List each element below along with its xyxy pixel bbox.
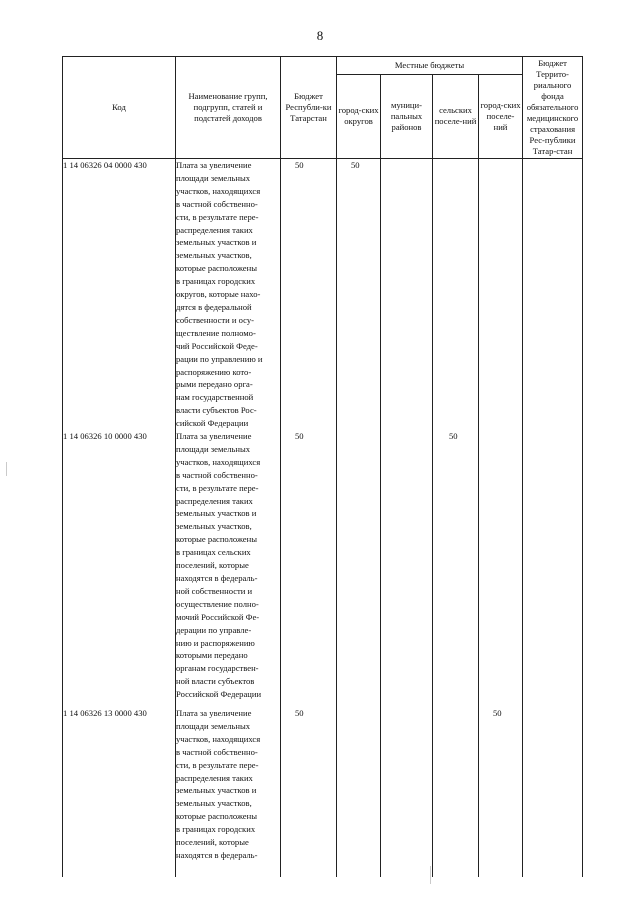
name-line: в границах городских: [176, 824, 256, 835]
name-line: нию и распоряжению: [176, 637, 255, 648]
row-health-fund: [523, 159, 583, 431]
name-line: сти, в результате пере-: [176, 211, 259, 222]
table-row: [63, 707, 583, 877]
name-line: осуществление полно-: [176, 598, 259, 609]
row-municipal-districts: [381, 707, 433, 877]
row-name: [176, 159, 281, 431]
name-line: которые расположены: [176, 811, 257, 822]
name-line: Плата за увеличение: [176, 431, 252, 442]
name-line: собственности и осу-: [176, 314, 255, 325]
row-name: [176, 707, 281, 877]
header-urban-settlements: город-ских поселе-ний: [479, 74, 523, 158]
row-budget-rt: [281, 159, 337, 431]
name-line: в частной собственно-: [176, 469, 258, 480]
row-code: 1 14 06326 04 0000 430: [63, 159, 176, 431]
page-number: 8: [316, 28, 324, 43]
name-line: которые расположены: [176, 534, 257, 545]
row-urban-settlements: [479, 430, 523, 707]
name-line: распоряжению кото-: [176, 366, 252, 377]
name-line: сийской Федерации: [176, 418, 249, 429]
value-budget-rt: 50: [295, 160, 304, 170]
name-line: рации по управлению и: [176, 353, 263, 364]
header-rural-settlements: сельских поселе-ний: [433, 74, 479, 158]
row-municipal-districts: [381, 430, 433, 707]
scan-mark: [430, 866, 431, 884]
name-line: находятся в федераль-: [176, 850, 258, 860]
name-line: распределения таких: [176, 224, 253, 235]
value-city-districts: 50: [351, 160, 360, 170]
name-line: мочий Российской Фе-: [176, 611, 260, 622]
name-line: площади земельных: [176, 172, 251, 183]
name-line: участков, находящихся: [176, 185, 261, 196]
revenue-table: [62, 56, 583, 877]
name-line: земельных участков,: [176, 521, 252, 532]
name-line: поселений, которые: [176, 837, 249, 848]
name-line: участков, находящихся: [176, 456, 261, 467]
header-budget-rt: Бюджет Республи-ки Татарстан: [281, 57, 337, 159]
name-line: площади земельных: [176, 720, 251, 731]
name-line: рыми передано орга-: [176, 379, 253, 390]
name-line: распределения таких: [176, 495, 253, 506]
row-name: [176, 430, 281, 707]
name-line: в границах городских: [176, 276, 256, 287]
row-urban-settlements: [479, 159, 523, 431]
name-line: земельных участков и: [176, 508, 257, 519]
name-line: земельных участков,: [176, 798, 252, 809]
row-city-districts: [337, 430, 381, 707]
header-municipal-districts: муници-пальных районов: [381, 74, 433, 158]
name-line: власти субъектов Рос-: [176, 405, 257, 416]
row-rural-settlements: [433, 430, 479, 707]
name-line: площади земельных: [176, 443, 251, 454]
table-row: [63, 159, 583, 431]
row-city-districts: [337, 707, 381, 877]
name-line: ществление полномо-: [176, 327, 256, 338]
row-rural-settlements: [433, 707, 479, 877]
name-line: которые расположены: [176, 263, 257, 274]
name-line: в частной собственно-: [176, 198, 258, 209]
header-local-budgets: Местные бюджеты: [337, 57, 523, 75]
row-code: 1 14 06326 13 0000 430: [63, 707, 176, 877]
name-line: сти, в результате пере-: [176, 759, 259, 770]
name-line: ной собственности и: [176, 585, 253, 596]
row-municipal-districts: [381, 159, 433, 431]
name-line: поселений, которые: [176, 560, 249, 571]
header-health-fund: Бюджет Террито-риального фонда обязательного медицинского страхования Рес-публики Татар-стан: [523, 57, 583, 159]
header-name: Наименование групп, подгрупп, статей и подстатей доходов: [176, 57, 281, 159]
name-line: которыми передано: [176, 650, 248, 661]
name-line: сти, в результате пере-: [176, 482, 259, 493]
name-line: ной власти субъектов: [176, 676, 255, 687]
name-line: чий Российской Феде-: [176, 340, 258, 351]
row-rural-settlements: [433, 159, 479, 431]
name-line: Плата за увеличение: [176, 708, 252, 719]
value-rural-settlements: 50: [449, 431, 458, 442]
name-line: Плата за увеличение: [176, 160, 252, 170]
row-budget-rt: [281, 430, 337, 707]
row-health-fund: [523, 430, 583, 707]
name-line: органам государствен-: [176, 663, 259, 674]
name-line: находятся в федераль-: [176, 573, 258, 583]
name-line: земельных участков и: [176, 237, 257, 248]
name-line: округов, которые нахо-: [176, 289, 261, 300]
value-budget-rt: 50: [295, 708, 304, 719]
name-line: распределения таких: [176, 772, 253, 783]
name-line: земельных участков,: [176, 250, 252, 261]
table-row: [63, 430, 583, 707]
row-urban-settlements: [479, 707, 523, 877]
name-line: дерации по управле-: [176, 624, 252, 635]
name-line: земельных участков и: [176, 785, 257, 796]
row-code: 1 14 06326 10 0000 430: [63, 430, 176, 707]
value-budget-rt: 50: [295, 431, 304, 442]
value-urban-settlements: 50: [493, 708, 502, 719]
name-line: в частной собственно-: [176, 746, 258, 757]
header-code: Код: [63, 57, 176, 159]
row-city-districts: [337, 159, 381, 431]
name-line: Российской Федерации: [176, 689, 262, 700]
row-health-fund: [523, 707, 583, 877]
name-line: дятся в федеральной: [176, 301, 252, 312]
scan-mark: [6, 462, 7, 476]
header-city-districts: город-ских округов: [337, 74, 381, 158]
row-budget-rt: [281, 707, 337, 877]
name-line: нам государственной: [176, 392, 254, 403]
name-line: в границах сельских: [176, 547, 251, 558]
name-line: участков, находящихся: [176, 733, 261, 744]
